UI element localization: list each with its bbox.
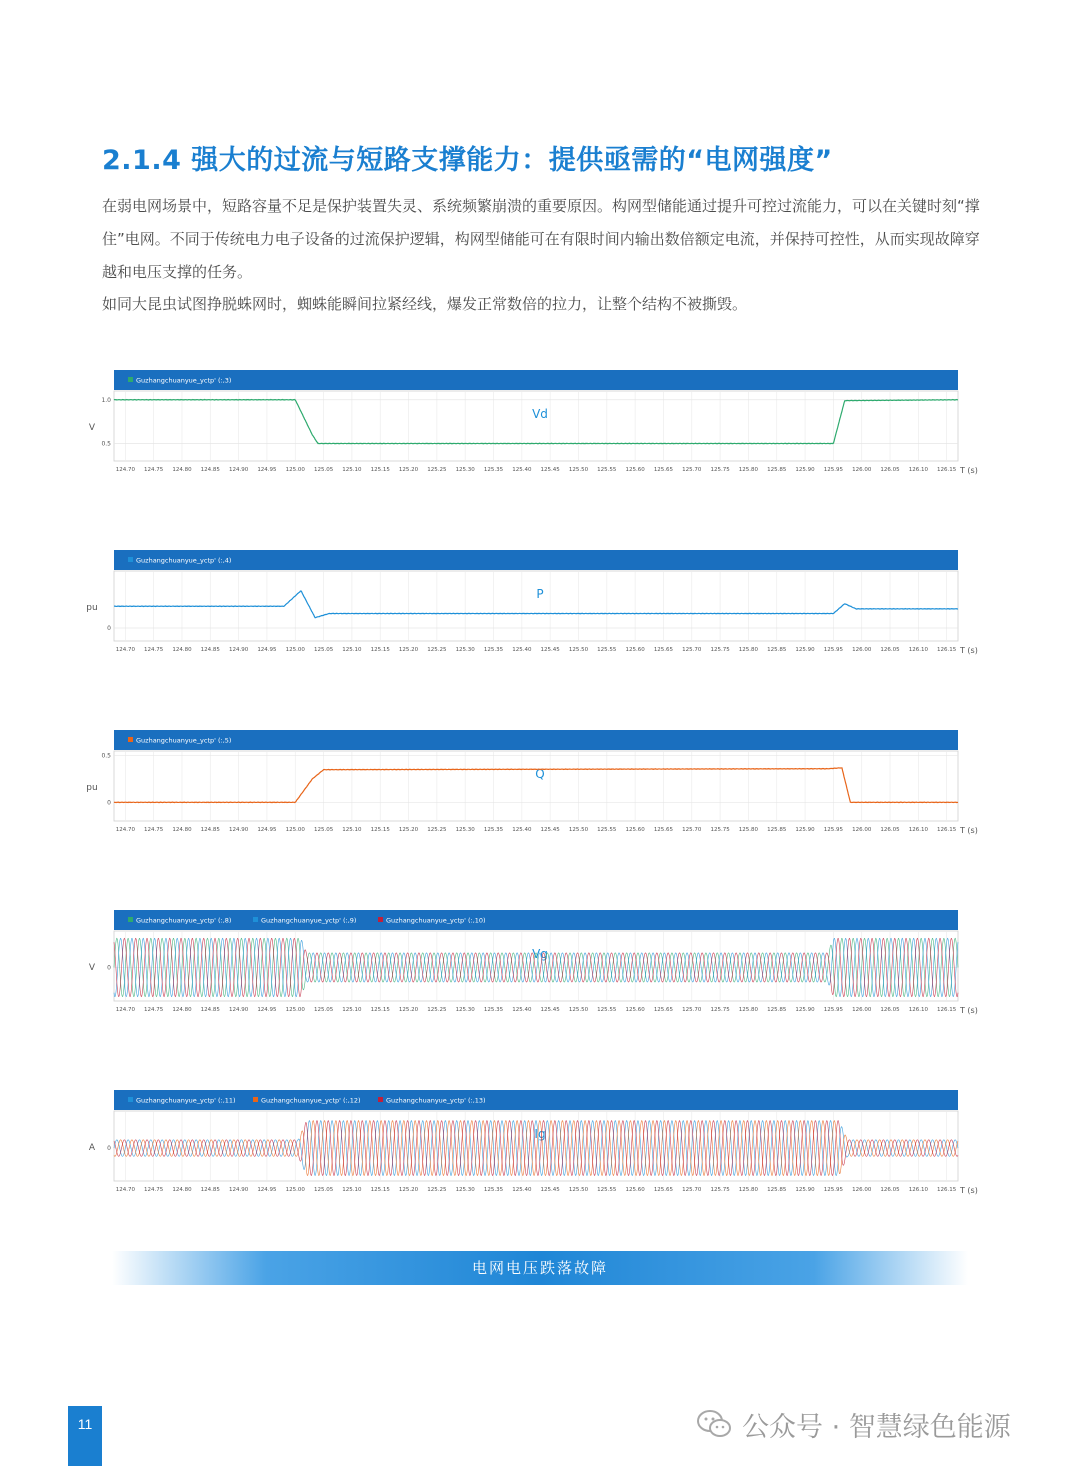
- x-tick-label: 125.80: [738, 1187, 759, 1193]
- y-axis-label: pu: [86, 603, 98, 613]
- x-tick-label: 125.85: [767, 827, 787, 833]
- x-tick-label: 125.35: [483, 827, 504, 833]
- chart-q-svg: [80, 730, 980, 842]
- x-tick-label: 125.00: [285, 1007, 305, 1013]
- x-tick-label: 125.45: [540, 1007, 560, 1013]
- x-tick-label: 125.70: [682, 827, 702, 833]
- x-tick-label: 125.20: [398, 1187, 419, 1193]
- x-tick-label: 125.60: [625, 647, 645, 653]
- x-tick-label: 125.20: [398, 647, 419, 653]
- x-tick-label: 126.15: [937, 1007, 957, 1013]
- x-tick-label: 125.10: [342, 1187, 362, 1193]
- x-tick-label: 126.05: [880, 1007, 900, 1013]
- legend-label: Guzhangchuanyue_yctp' (:,3): [136, 376, 232, 385]
- x-tick-label: 125.45: [540, 827, 560, 833]
- chart-p: [80, 550, 980, 662]
- x-tick-label: 124.80: [172, 1187, 192, 1193]
- x-tick-label: 125.90: [795, 467, 815, 473]
- x-tick-label: 124.90: [228, 827, 249, 833]
- legend-label: Guzhangchuanyue_yctp' (:,12): [261, 1096, 361, 1105]
- x-tick-label: 126.00: [852, 1187, 872, 1193]
- x-tick-label: 124.70: [115, 827, 135, 833]
- y-axis-label: V: [88, 963, 96, 973]
- x-tick-label: 124.75: [144, 1007, 164, 1013]
- x-tick-label: 124.85: [200, 1187, 220, 1193]
- x-tick-label: 125.55: [597, 827, 617, 833]
- x-tick-label: 125.05: [313, 647, 334, 653]
- x-tick-label: 126.15: [937, 827, 957, 833]
- x-tick-label: 125.10: [342, 647, 362, 653]
- x-tick-label: 125.95: [823, 1187, 844, 1193]
- x-tick-label: 124.80: [172, 1007, 192, 1013]
- x-tick-label: 125.40: [512, 827, 532, 833]
- x-tick-label: 125.75: [710, 827, 730, 833]
- x-tick-label: 124.85: [200, 467, 220, 473]
- chart-ig-svg: [80, 1090, 980, 1202]
- legend-swatch: [253, 917, 258, 922]
- x-tick-label: 125.80: [738, 467, 759, 473]
- x-tick-label: 125.85: [767, 1187, 787, 1193]
- legend-label: Guzhangchuanyue_yctp' (:,13): [386, 1096, 486, 1105]
- x-axis-unit: T (s): [960, 466, 978, 475]
- x-tick-label: 125.05: [313, 827, 334, 833]
- x-tick-label: 125.25: [427, 467, 447, 473]
- y-tick-label: 0.5: [101, 752, 111, 760]
- chart-p-svg: [80, 550, 980, 662]
- x-tick-label: 126.00: [852, 827, 872, 833]
- x-tick-label: 125.50: [568, 1187, 589, 1193]
- x-tick-label: 125.15: [370, 467, 390, 473]
- x-tick-label: 126.10: [908, 1187, 928, 1193]
- x-tick-label: 125.35: [483, 1007, 504, 1013]
- x-tick-label: 125.15: [370, 1007, 390, 1013]
- x-tick-label: 125.20: [398, 467, 419, 473]
- paragraph-2: 如同大昆虫试图挣脱蛛网时，蜘蛛能瞬间拉紧经线，爆发正常数倍的拉力，让整个结构不被撕毁。: [102, 295, 748, 313]
- chart-title: Vd: [532, 407, 548, 421]
- watermark-text: 公众号 · 智慧绿色能源: [742, 1411, 1011, 1443]
- x-tick-label: 125.30: [455, 827, 475, 833]
- x-tick-label: 125.05: [313, 467, 334, 473]
- x-tick-label: 125.10: [342, 827, 362, 833]
- x-tick-label: 125.85: [767, 1007, 787, 1013]
- legend-swatch: [128, 917, 133, 922]
- chart-header: [114, 1090, 958, 1110]
- x-tick-label: 125.35: [483, 1187, 504, 1193]
- paragraph-1: 在弱电网场景中，短路容量不足是保护装置失灵、系统频繁崩溃的重要原因。构网型储能通过提升可控过流能力，可以在关键时刻“撑住”电网。不同于传统电力电子设备的过流保护逻辑，构网型储能可在有限时间内输出数倍额定电流，并保持可控性，从而实现故障穿越和电压支撑的任务。: [102, 197, 980, 281]
- x-tick-label: 125.75: [710, 1187, 730, 1193]
- x-tick-label: 125.05: [313, 1187, 334, 1193]
- x-tick-label: 125.80: [738, 647, 759, 653]
- figure-caption: 电网电压跌落故障: [471, 1259, 608, 1277]
- y-axis-label: pu: [86, 783, 98, 793]
- x-tick-label: 125.10: [342, 1007, 362, 1013]
- x-tick-label: 125.75: [710, 647, 730, 653]
- x-tick-label: 126.00: [852, 467, 872, 473]
- chart-title: Ig: [534, 1127, 546, 1141]
- y-tick-label: 0: [107, 625, 111, 633]
- x-tick-label: 124.75: [144, 827, 164, 833]
- x-tick-label: 124.80: [172, 467, 192, 473]
- x-tick-label: 125.10: [342, 467, 362, 473]
- y-tick-label: 0: [107, 1145, 111, 1153]
- x-tick-label: 126.00: [852, 1007, 872, 1013]
- y-axis-label: V: [88, 423, 96, 433]
- x-tick-label: 125.50: [568, 647, 589, 653]
- chart-vd: [80, 370, 980, 482]
- x-tick-label: 125.60: [625, 1007, 645, 1013]
- y-tick-label: 0.5: [101, 440, 111, 448]
- chart-q: [80, 730, 980, 842]
- x-tick-label: 125.50: [568, 467, 589, 473]
- x-tick-label: 124.90: [228, 1187, 249, 1193]
- chart-ig: [80, 1090, 980, 1202]
- x-tick-label: 124.85: [200, 1007, 220, 1013]
- x-tick-label: 125.45: [540, 1187, 560, 1193]
- x-tick-label: 125.00: [285, 827, 305, 833]
- x-tick-label: 126.10: [908, 647, 928, 653]
- x-tick-label: 125.50: [568, 1007, 589, 1013]
- x-tick-label: 124.70: [115, 1007, 135, 1013]
- wechat-icon: [696, 1409, 732, 1439]
- x-tick-label: 125.45: [540, 647, 560, 653]
- section-heading: 2.1.4 强大的过流与短路支撑能力：提供亟需的“电网强度”: [102, 145, 833, 176]
- chart-title: P: [536, 587, 544, 601]
- x-tick-label: 125.15: [370, 827, 390, 833]
- y-tick-label: 1.0: [101, 396, 111, 404]
- x-tick-label: 126.05: [880, 1187, 900, 1193]
- x-tick-label: 125.95: [823, 827, 844, 833]
- x-tick-label: 124.70: [115, 1187, 135, 1193]
- x-tick-label: 125.70: [682, 1187, 702, 1193]
- x-tick-label: 124.90: [228, 467, 249, 473]
- x-tick-label: 125.85: [767, 467, 787, 473]
- x-tick-label: 125.70: [682, 647, 702, 653]
- legend-swatch: [128, 1097, 133, 1102]
- chart-header: [114, 370, 958, 390]
- x-tick-label: 125.40: [512, 647, 532, 653]
- legend-label: Guzhangchuanyue_yctp' (:,8): [136, 916, 232, 925]
- x-tick-label: 124.70: [115, 647, 135, 653]
- x-tick-label: 125.60: [625, 467, 645, 473]
- x-tick-label: 125.75: [710, 467, 730, 473]
- y-tick-label: 0: [107, 964, 111, 972]
- chart-title: Q: [535, 767, 545, 781]
- x-tick-label: 125.35: [483, 467, 504, 473]
- x-tick-label: 125.55: [597, 1007, 617, 1013]
- x-tick-label: 124.90: [228, 647, 249, 653]
- x-tick-label: 125.25: [427, 1187, 447, 1193]
- x-tick-label: 126.00: [852, 647, 872, 653]
- legend-swatch: [253, 1097, 258, 1102]
- x-tick-label: 125.70: [682, 1007, 702, 1013]
- plot-area: [114, 751, 958, 821]
- x-tick-label: 125.20: [398, 1007, 419, 1013]
- x-tick-label: 124.85: [200, 827, 220, 833]
- chart-vg-svg: [80, 910, 980, 1022]
- x-tick-label: 126.05: [880, 647, 900, 653]
- x-tick-label: 124.70: [115, 467, 135, 473]
- chart-header: [114, 550, 958, 570]
- x-tick-label: 125.60: [625, 1187, 645, 1193]
- x-tick-label: 124.80: [172, 827, 192, 833]
- x-tick-label: 125.60: [625, 827, 645, 833]
- x-tick-label: 124.95: [257, 467, 277, 473]
- legend-swatch: [128, 557, 133, 562]
- x-tick-label: 125.25: [427, 827, 447, 833]
- y-axis-label: A: [88, 1143, 96, 1153]
- legend-swatch: [128, 377, 133, 382]
- x-tick-label: 125.15: [370, 647, 390, 653]
- x-tick-label: 125.40: [512, 467, 532, 473]
- x-tick-label: 126.10: [908, 1007, 928, 1013]
- x-tick-label: 125.25: [427, 647, 447, 653]
- x-tick-label: 125.80: [738, 827, 759, 833]
- x-tick-label: 125.25: [427, 1007, 447, 1013]
- x-tick-label: 124.75: [144, 647, 164, 653]
- x-tick-label: 125.85: [767, 647, 787, 653]
- x-tick-label: 125.35: [483, 647, 504, 653]
- x-axis-unit: T (s): [960, 1006, 978, 1015]
- watermark: [696, 1404, 1011, 1444]
- chart-title: Vg: [532, 947, 548, 961]
- x-tick-label: 125.45: [540, 467, 560, 473]
- legend-label: Guzhangchuanyue_yctp' (:,5): [136, 736, 232, 745]
- x-tick-label: 125.05: [313, 1007, 334, 1013]
- page-number-tab: [68, 1406, 102, 1466]
- x-tick-label: 125.65: [653, 1007, 674, 1013]
- x-tick-label: 125.00: [285, 467, 305, 473]
- x-tick-label: 126.15: [937, 1187, 957, 1193]
- legend-label: Guzhangchuanyue_yctp' (:,4): [136, 556, 232, 565]
- x-tick-label: 125.30: [455, 467, 475, 473]
- x-tick-label: 124.95: [257, 647, 277, 653]
- chart-vd-svg: [80, 370, 980, 482]
- x-tick-label: 125.55: [597, 467, 617, 473]
- caption-bar: [112, 1251, 968, 1285]
- x-tick-label: 126.10: [908, 827, 928, 833]
- legend-swatch: [378, 1097, 383, 1102]
- chart-vg: [80, 910, 980, 1022]
- x-tick-label: 126.15: [937, 647, 957, 653]
- legend-swatch: [128, 737, 133, 742]
- x-tick-label: 124.75: [144, 1187, 164, 1193]
- x-tick-label: 124.95: [257, 1007, 277, 1013]
- x-tick-label: 125.90: [795, 1187, 815, 1193]
- x-tick-label: 124.85: [200, 647, 220, 653]
- y-tick-label: 0: [107, 799, 111, 807]
- x-tick-label: 125.50: [568, 827, 589, 833]
- x-tick-label: 125.90: [795, 827, 815, 833]
- x-tick-label: 125.65: [653, 827, 674, 833]
- x-tick-label: 126.05: [880, 467, 900, 473]
- x-tick-label: 125.30: [455, 647, 475, 653]
- x-tick-label: 125.30: [455, 1187, 475, 1193]
- legend-label: Guzhangchuanyue_yctp' (:,11): [136, 1096, 236, 1105]
- x-tick-label: 126.10: [908, 467, 928, 473]
- x-tick-label: 125.00: [285, 647, 305, 653]
- x-tick-label: 125.55: [597, 647, 617, 653]
- x-axis-unit: T (s): [960, 826, 978, 835]
- x-tick-label: 125.30: [455, 1007, 475, 1013]
- x-tick-label: 125.20: [398, 827, 419, 833]
- x-tick-label: 125.75: [710, 1007, 730, 1013]
- page-number: 11: [77, 1416, 93, 1432]
- x-tick-label: 125.90: [795, 647, 815, 653]
- x-tick-label: 125.40: [512, 1007, 532, 1013]
- x-tick-label: 124.80: [172, 647, 192, 653]
- x-tick-label: 125.95: [823, 1007, 844, 1013]
- x-tick-label: 126.15: [937, 467, 957, 473]
- x-tick-label: 124.75: [144, 467, 164, 473]
- x-tick-label: 124.95: [257, 1187, 277, 1193]
- x-tick-label: 125.80: [738, 1007, 759, 1013]
- x-tick-label: 124.90: [228, 1007, 249, 1013]
- x-tick-label: 125.65: [653, 467, 674, 473]
- x-tick-label: 125.65: [653, 1187, 674, 1193]
- x-tick-label: 124.95: [257, 827, 277, 833]
- plot-area: [114, 391, 958, 461]
- legend-label: Guzhangchuanyue_yctp' (:,10): [386, 916, 486, 925]
- x-tick-label: 125.40: [512, 1187, 532, 1193]
- x-tick-label: 125.90: [795, 1007, 815, 1013]
- x-axis-unit: T (s): [960, 1186, 978, 1195]
- x-tick-label: 125.65: [653, 647, 674, 653]
- x-tick-label: 125.95: [823, 647, 844, 653]
- chart-header: [114, 910, 958, 930]
- x-tick-label: 125.55: [597, 1187, 617, 1193]
- x-tick-label: 125.70: [682, 467, 702, 473]
- x-tick-label: 125.00: [285, 1187, 305, 1193]
- legend-swatch: [378, 917, 383, 922]
- legend-label: Guzhangchuanyue_yctp' (:,9): [261, 916, 357, 925]
- chart-header: [114, 730, 958, 750]
- x-axis-unit: T (s): [960, 646, 978, 655]
- x-tick-label: 126.05: [880, 827, 900, 833]
- x-tick-label: 125.95: [823, 467, 844, 473]
- x-tick-label: 125.15: [370, 1187, 390, 1193]
